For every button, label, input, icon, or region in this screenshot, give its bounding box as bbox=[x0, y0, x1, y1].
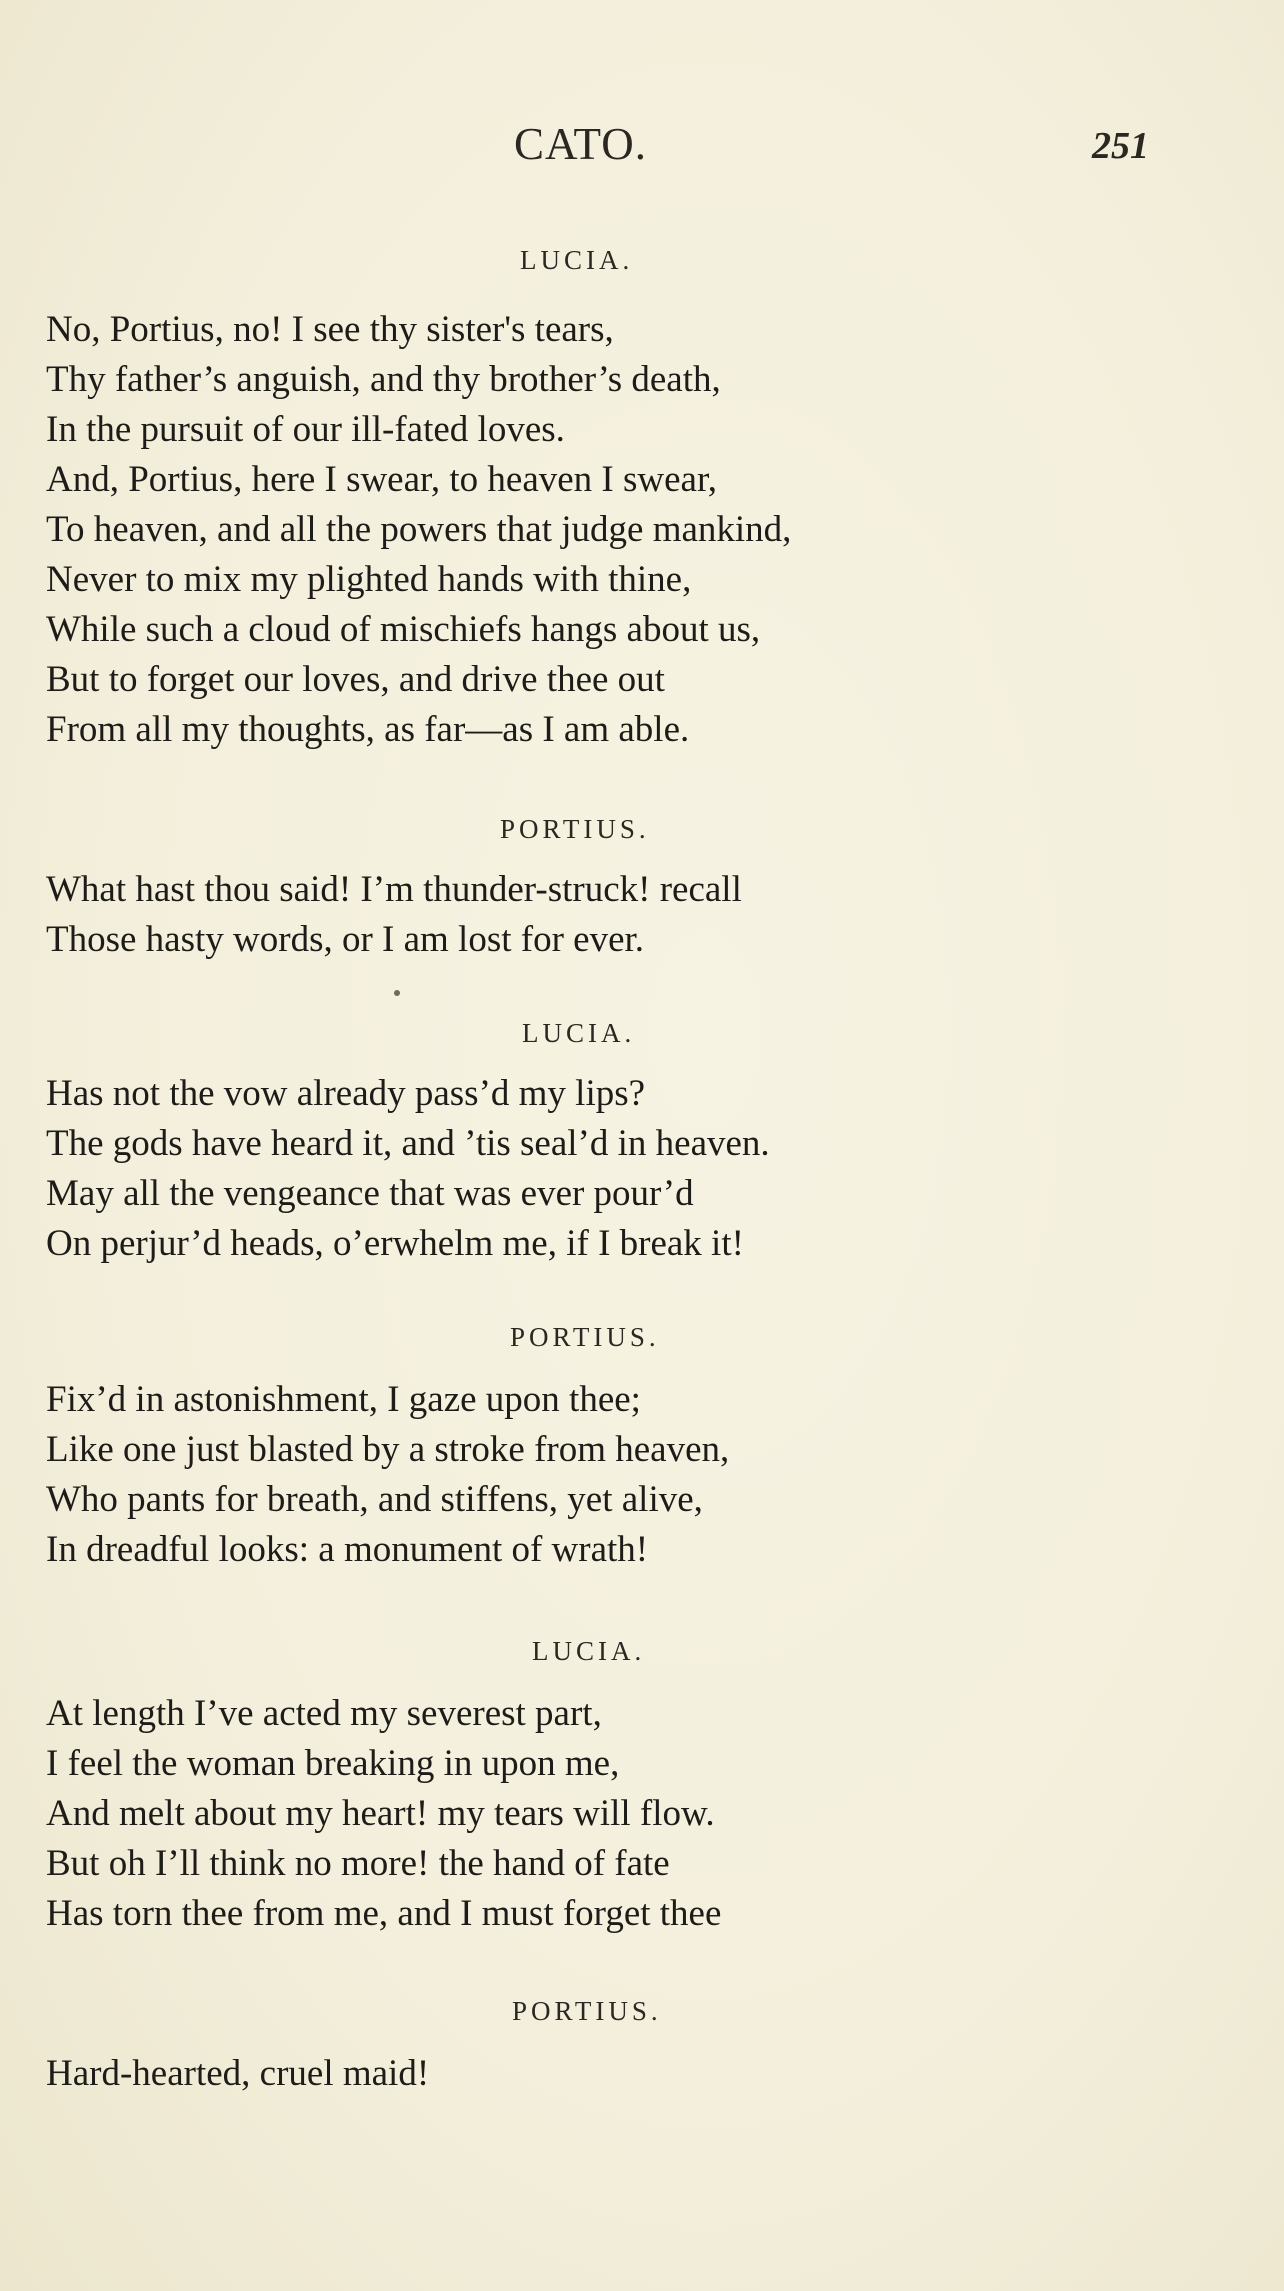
speaker-heading-lucia: LUCIA. bbox=[520, 245, 634, 275]
verse-line: The gods have heard it, and ’tis seal’d in heaven. bbox=[46, 1123, 770, 1164]
verse-line: Fix’d in astonishment, I gaze upon thee; bbox=[46, 1379, 641, 1420]
verse-line: I feel the woman breaking in upon me, bbox=[46, 1743, 620, 1784]
speaker-heading-portius: PORTIUS. bbox=[510, 1322, 660, 1352]
verse-line: In dreadful looks: a monument of wrath! bbox=[46, 1529, 649, 1570]
verse-line: Thy father’s anguish, and thy brother’s death, bbox=[46, 359, 721, 400]
speaker-heading-lucia: LUCIA. bbox=[522, 1018, 636, 1048]
verse-line: But to forget our loves, and drive thee out bbox=[46, 659, 665, 700]
verse-line: Has torn thee from me, and I must forget thee bbox=[46, 1893, 722, 1934]
speaker-heading-lucia: LUCIA. bbox=[532, 1636, 646, 1666]
running-head-title: CATO. bbox=[514, 119, 647, 169]
running-head bbox=[0, 118, 1284, 178]
verse-line: Like one just blasted by a stroke from heaven, bbox=[46, 1429, 730, 1470]
verse-line: While such a cloud of mischiefs hangs about us, bbox=[46, 609, 761, 650]
verse-line: Never to mix my plighted hands with thine, bbox=[46, 559, 692, 600]
speaker-heading-portius: PORTIUS. bbox=[500, 814, 650, 844]
page-number: 251 bbox=[1092, 125, 1149, 167]
verse-line: And, Portius, here I swear, to heaven I swear, bbox=[46, 459, 718, 500]
verse-line: Hard-hearted, cruel maid! bbox=[46, 2053, 430, 2094]
verse-line: May all the vengeance that was ever pour’d bbox=[46, 1173, 694, 1214]
ink-speck bbox=[394, 990, 400, 996]
verse-line: To heaven, and all the powers that judge mankind, bbox=[46, 509, 792, 550]
verse-line: In the pursuit of our ill-fated loves. bbox=[46, 409, 565, 450]
verse-line: Has not the vow already pass’d my lips? bbox=[46, 1073, 646, 1114]
speaker-heading-portius: PORTIUS. bbox=[512, 1996, 662, 2026]
verse-line: Those hasty words, or I am lost for ever. bbox=[46, 919, 645, 960]
verse-line: What hast thou said! I’m thunder-struck! recall bbox=[46, 869, 742, 910]
verse-line: And melt about my heart! my tears will flow. bbox=[46, 1793, 715, 1834]
verse-line: No, Portius, no! I see thy sister's tears, bbox=[46, 309, 614, 350]
verse-line: But oh I’ll think no more! the hand of fate bbox=[46, 1843, 670, 1884]
verse-line: On perjur’d heads, o’erwhelm me, if I break it! bbox=[46, 1223, 744, 1264]
verse-line: Who pants for breath, and stiffens, yet alive, bbox=[46, 1479, 703, 1520]
verse-line: From all my thoughts, as far—as I am able. bbox=[46, 709, 690, 750]
verse-line: At length I’ve acted my severest part, bbox=[46, 1693, 602, 1734]
